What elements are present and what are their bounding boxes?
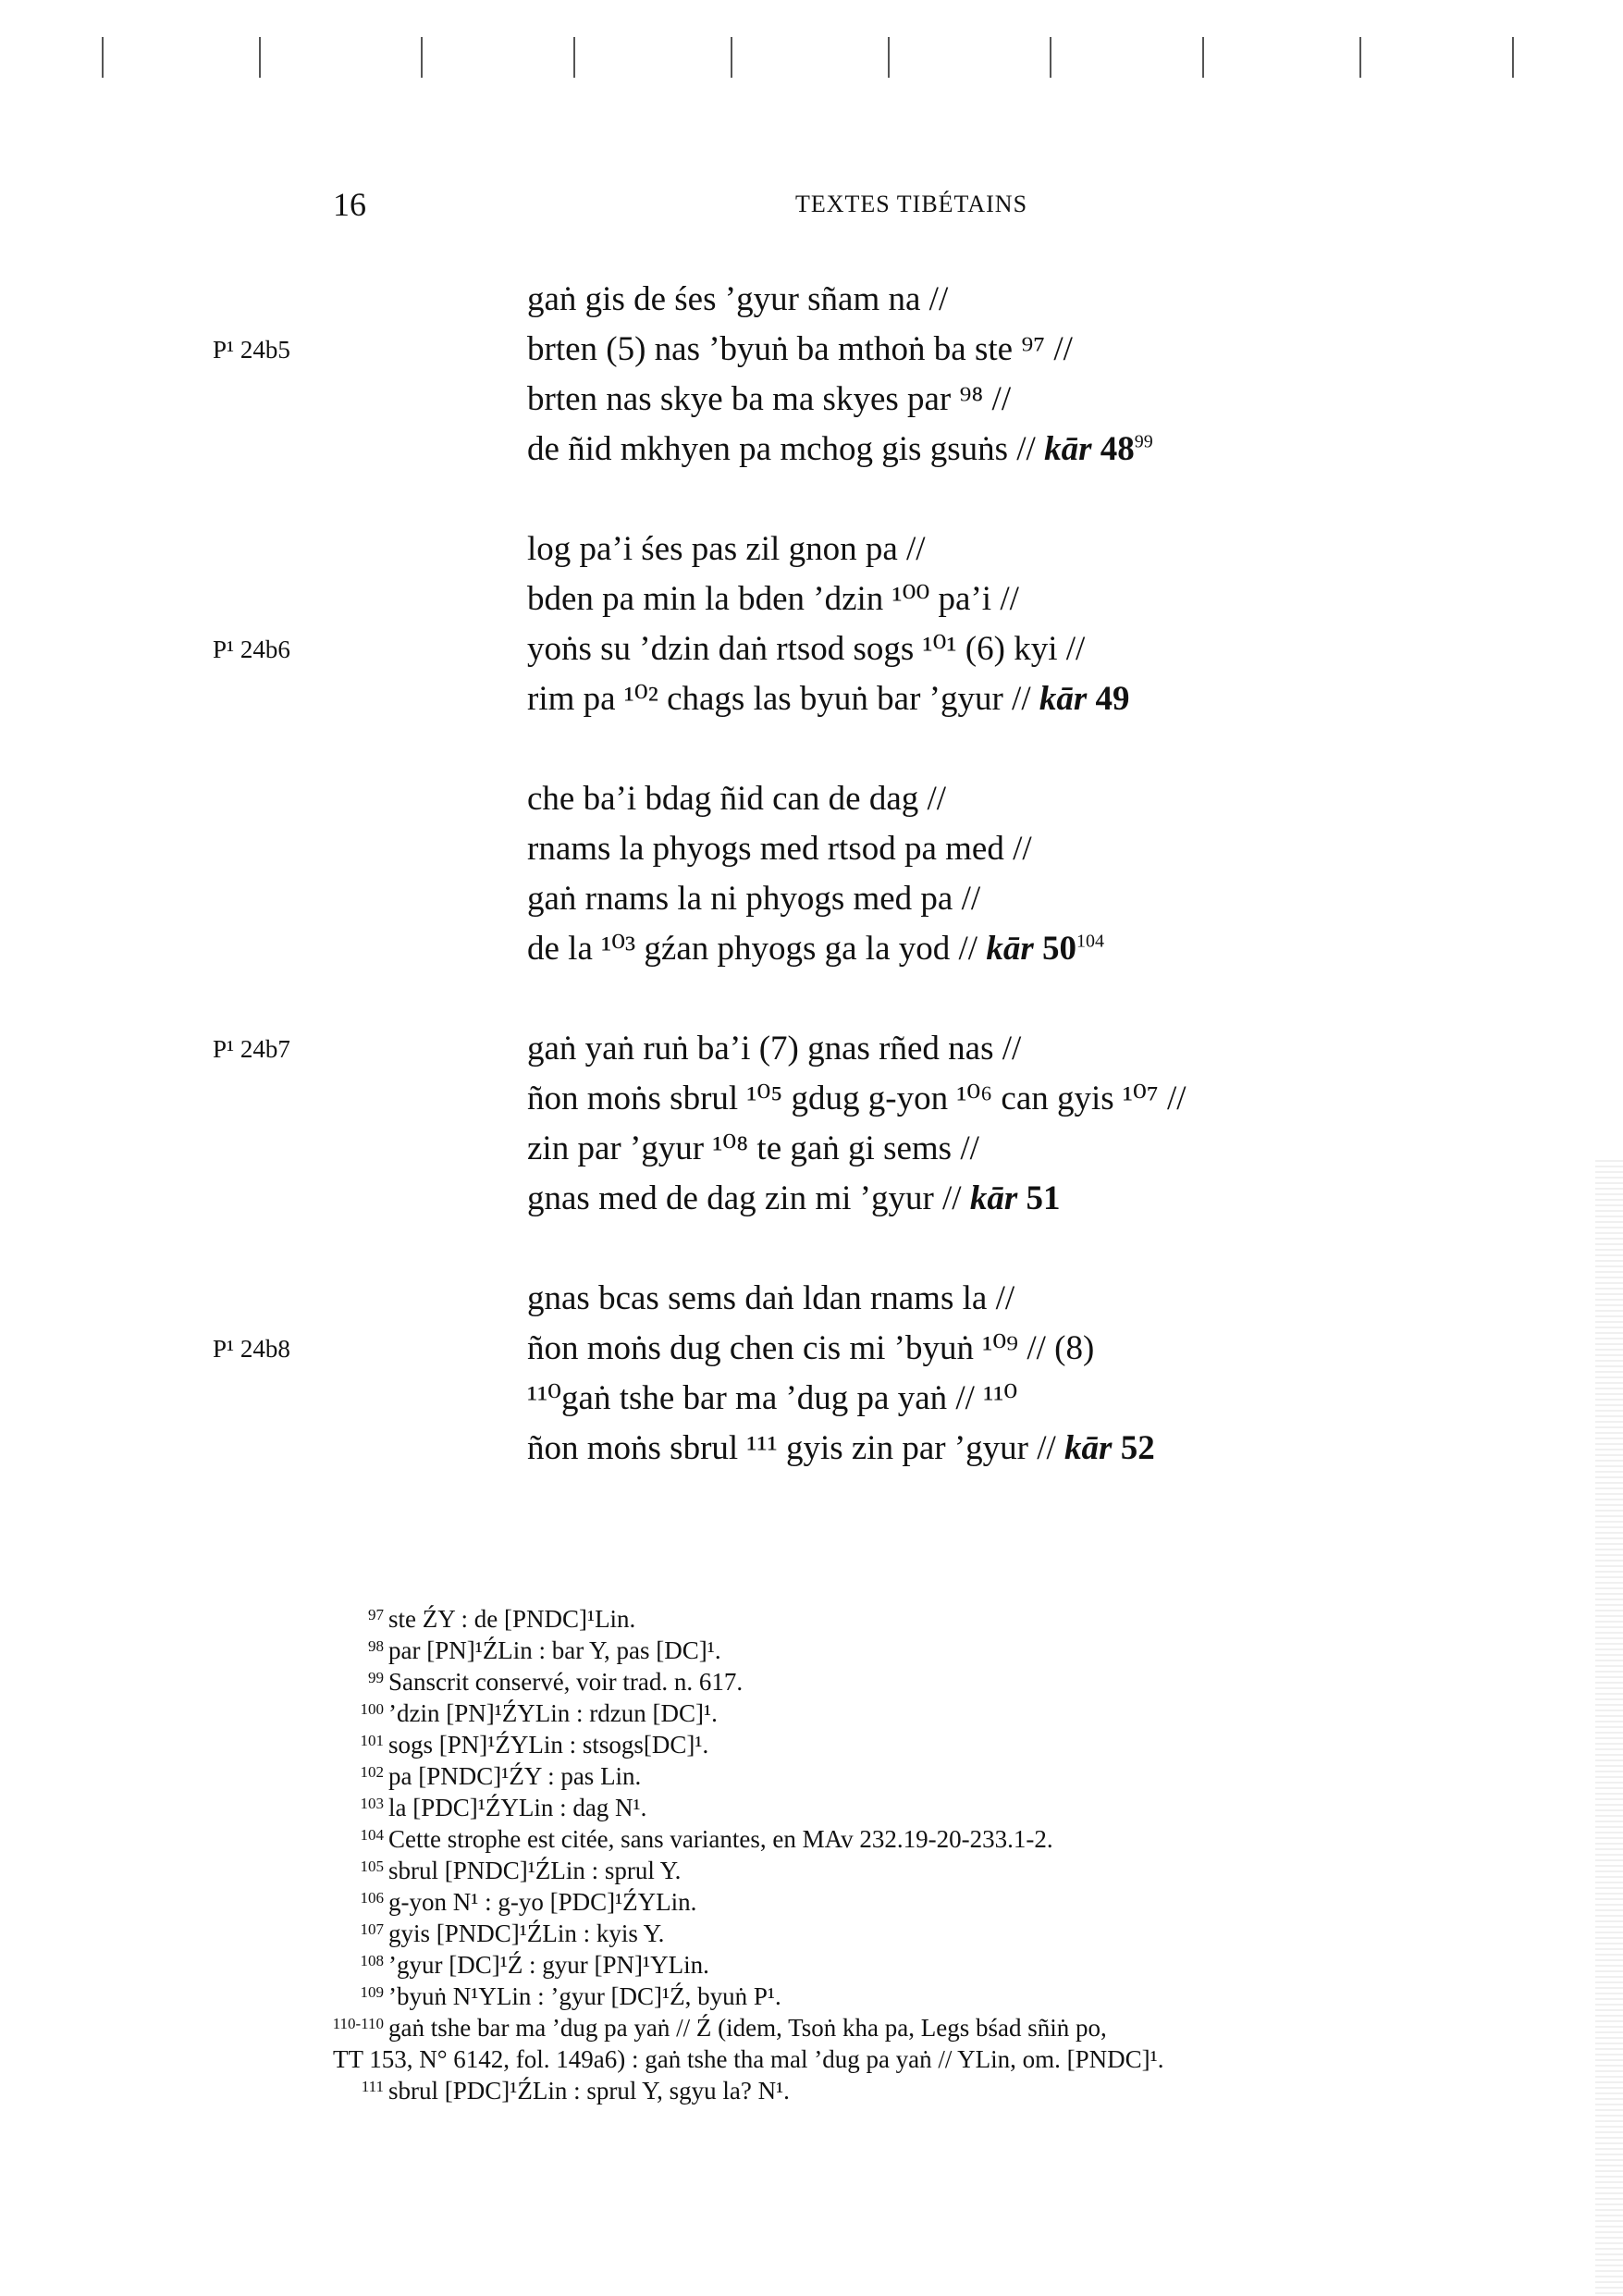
footnote-text: ’dzin [PN]¹ŹYLin : rdzun [DC]¹. (388, 1699, 718, 1727)
kar-label: kār (1039, 680, 1088, 718)
kar-number: 52 (1120, 1429, 1155, 1467)
footnote-text: sbrul [PDC]¹ŹLin : sprul Y, sgyu la? N¹. (388, 2077, 790, 2105)
verse-line: rnams la phyogs med rtsod pa med // (527, 830, 1032, 868)
verse-text: de ñid mkhyen pa mchog gis gsuṅs // (527, 430, 1036, 468)
footnote-number: 110-110 (332, 2015, 384, 2032)
footnote-text: TT 153, N° 6142, fol. 149a6) : gaṅ tshe tha mal ’dug pa yaṅ // YLin, om. [PNDC]¹. (333, 2045, 1164, 2073)
verse-line-last (527, 425, 1153, 475)
footnote-text: Cette strophe est citée, sans variantes, en MAv 232.19-20-233.1-2. (388, 1825, 1053, 1853)
footnote (338, 1666, 1540, 1697)
kar-number: 48 (1100, 430, 1135, 468)
footnote-text: la [PDC]¹ŹYLin : dag N¹. (388, 1794, 647, 1821)
verse-line: che ba’i bdag ñid can de dag // (527, 780, 947, 818)
verse-text: rim pa ¹⁰² chags las byuṅ bar ’gyur // (527, 680, 1031, 718)
verse-line: zin par ’gyur ¹⁰⁸ te gaṅ gi sems // (527, 1129, 979, 1167)
footnote-text: sbrul [PNDC]¹ŹLin : sprul Y. (388, 1857, 682, 1884)
footnote-text: gaṅ tshe bar ma ’dug pa yaṅ // Ź (idem, Tsoṅ kha pa, Legs bśad sñiṅ po, (388, 2014, 1107, 2042)
footnote-text: ste ŹY : de [PNDC]¹Lin. (388, 1605, 636, 1633)
stanza-50 (527, 774, 1104, 974)
footnote-number: 103 (360, 1795, 384, 1812)
verse-text: gnas med de dag zin mi ’gyur // (527, 1179, 962, 1217)
footnote-number: 106 (360, 1889, 384, 1907)
margin-ref: P¹ 24b8 (213, 1335, 290, 1363)
verse-line-last (527, 674, 1130, 724)
footnotes (332, 1603, 1540, 2106)
footnote-number: 105 (360, 1858, 384, 1875)
footnote (338, 1635, 1540, 1666)
kar-label: kār (1064, 1429, 1113, 1467)
footnote-text: ’gyur [DC]¹Ź : gyur [PN]¹YLin. (388, 1951, 709, 1979)
footnote (338, 1760, 1540, 1792)
verse-line: gaṅ yaṅ ruṅ ba’i (7) gnas rñed nas // (527, 1030, 1022, 1068)
footnote (338, 1823, 1540, 1855)
footnote (338, 1729, 1540, 1760)
running-head: TEXTES TIBÉTAINS (795, 191, 1028, 217)
footnote (338, 1697, 1540, 1729)
verse-line: brten nas skye ba ma skyes par ⁹⁸ // (527, 380, 1012, 418)
footnote-ref: 104 (1076, 931, 1104, 952)
verse-line: ¹¹⁰gaṅ tshe bar ma ’dug pa yaṅ // ¹¹⁰ (527, 1379, 1018, 1417)
footnote-number: 111 (361, 2078, 384, 2095)
footnote (338, 1886, 1540, 1918)
stanza-48 (213, 275, 1153, 475)
stanza-52 (213, 1274, 1155, 1474)
margin-ref: P¹ 24b7 (213, 1035, 290, 1063)
footnote (332, 2012, 1540, 2043)
footnote (338, 1603, 1540, 1635)
footnote-number: 99 (368, 1669, 384, 1686)
margin-ref: P¹ 24b6 (213, 636, 290, 663)
footnote-text: gyis [PNDC]¹ŹLin : kyis Y. (388, 1920, 665, 1947)
margin-ref: P¹ 24b5 (213, 336, 290, 364)
footnote (338, 2075, 1540, 2106)
footnote (338, 1981, 1540, 2012)
footnote (338, 1855, 1540, 1886)
verse-text: ñon moṅs sbrul ¹¹¹ gyis zin par ’gyur // (527, 1429, 1056, 1467)
kar-label: kār (1044, 430, 1092, 468)
footnote-text: pa [PNDC]¹ŹY : pas Lin. (388, 1762, 642, 1790)
footnote-text: sogs [PN]¹ŹYLin : stsogs[DC]¹. (388, 1731, 709, 1759)
verse-line: bden pa min la bden ’dzin ¹⁰⁰ pa’i // (527, 580, 1019, 618)
footnote (338, 1792, 1540, 1823)
verse-line: log pa’i śes pas zil gnon pa // (527, 530, 926, 568)
kar-number: 50 (1041, 930, 1076, 968)
verse-line: ñon moṅs dug chen cis mi ’byuṅ ¹⁰⁹ // (8) (527, 1329, 1095, 1367)
stanza-51 (213, 1024, 1187, 1224)
verse-line: brten (5) nas ’byuṅ ba mthoṅ ba ste ⁹⁷ // (527, 330, 1073, 368)
page-number: 16 (333, 186, 366, 223)
footnote-number: 107 (360, 1920, 384, 1938)
footnote-text: ’byuṅ N¹YLin : ’gyur [DC]¹Ź, byuṅ P¹. (388, 1982, 781, 2010)
verse-line-last (527, 1174, 1187, 1224)
kar-label: kār (986, 930, 1034, 968)
footnote-text: g-yon N¹ : g-yo [PDC]¹ŹYLin. (388, 1888, 697, 1916)
kar-label: kār (969, 1179, 1018, 1217)
footnote-number: 97 (368, 1606, 384, 1623)
footnote-continuation (333, 2043, 1540, 2075)
verse-line: yoṅs su ’dzin daṅ rtsod sogs ¹⁰¹ (6) kyi // (527, 630, 1086, 668)
stanza-49 (213, 525, 1130, 724)
footnote-number: 98 (368, 1637, 384, 1655)
footnote-text: par [PN]¹ŹLin : bar Y, pas [DC]¹. (388, 1636, 721, 1664)
footnote-number: 108 (360, 1952, 384, 1969)
verse-line-last (527, 1424, 1155, 1474)
footnote-number: 102 (360, 1763, 384, 1781)
footnote-text: Sanscrit conservé, voir trad. n. 617. (388, 1668, 744, 1696)
scan-margin-marks (102, 37, 1526, 80)
kar-number: 51 (1026, 1179, 1061, 1217)
verse-line: gaṅ gis de śes ’gyur sñam na // (527, 280, 949, 318)
footnote-number: 104 (360, 1826, 384, 1844)
verse-line: ñon moṅs sbrul ¹⁰⁵ gdug g-yon ¹⁰⁶ can gyis ¹⁰⁷ // (527, 1080, 1187, 1117)
verse-line: gaṅ rnams la ni phyogs med pa // (527, 880, 981, 918)
footnote-number: 101 (360, 1732, 384, 1749)
scan-edge-noise (1595, 1156, 1623, 2294)
footnote-number: 109 (360, 1983, 384, 2001)
verse-text: de la ¹⁰³ gźan phyogs ga la yod // (527, 930, 978, 968)
footnote (338, 1949, 1540, 1981)
verse-line: gnas bcas sems daṅ ldan rnams la // (527, 1279, 1015, 1317)
verse-line-last (527, 924, 1104, 974)
footnote-number: 100 (360, 1700, 384, 1718)
footnote-ref: 99 (1134, 431, 1153, 452)
kar-number: 49 (1095, 680, 1130, 718)
footnote (338, 1918, 1540, 1949)
